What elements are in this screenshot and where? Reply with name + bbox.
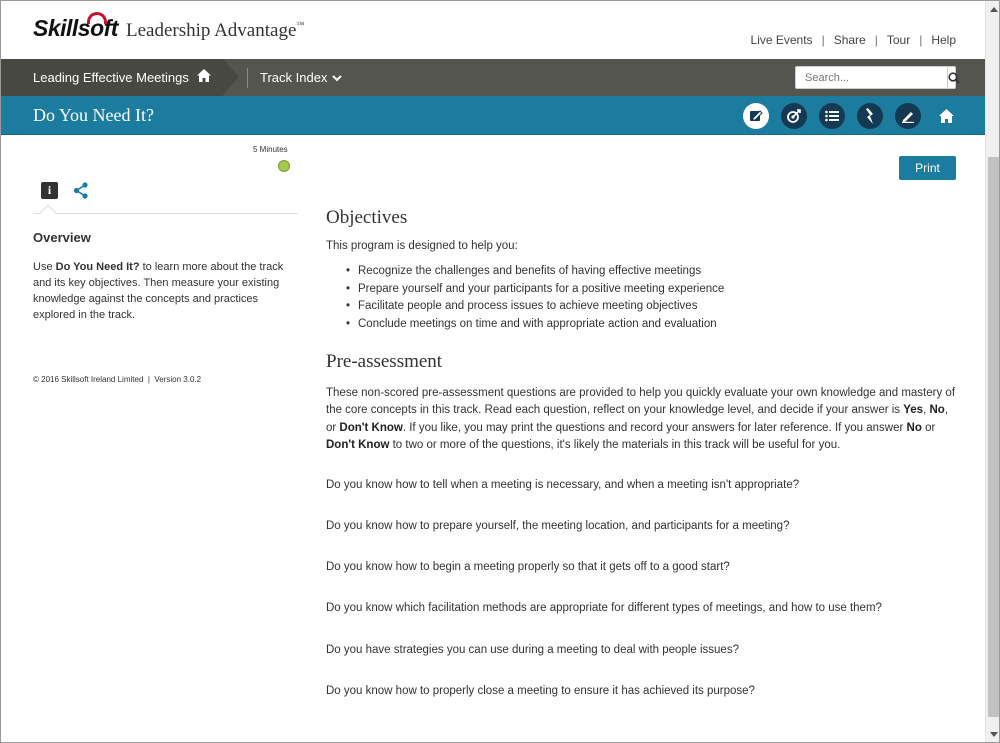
copyright-version: © 2016 Skillsoft Ireland Limited | Version 3.0.2 (33, 375, 202, 384)
track-title-arrow (223, 59, 239, 95)
objective-item: • Prepare yourself and your participants for a positive meeting experience (346, 283, 724, 301)
sidebar-tabs (33, 180, 298, 214)
home-button[interactable] (933, 103, 959, 129)
scroll-down-arrow-icon[interactable] (990, 732, 998, 737)
track-index-label: Track Index (260, 70, 328, 85)
link-separator: | (821, 33, 825, 47)
overview-text-pre: Use (33, 261, 56, 273)
question-item: Do you know how to properly close a meeting to ensure it has achieved its purpose? (326, 685, 755, 697)
product-name-text: Leadership Advantage (125, 20, 297, 41)
overview-text-post: to learn more about the track and its key objectives. Then measure your existing knowledge against the concepts and practices explored in the track. (33, 261, 284, 321)
completion-status-dot (278, 160, 290, 172)
scrollbar-thumb[interactable] (988, 157, 999, 717)
share-icon (73, 182, 89, 199)
page-title-bar (1, 96, 985, 135)
help-link[interactable]: Help (931, 33, 956, 47)
question-item: Do you know how to begin a meeting properly so that it gets off to a good start? (326, 561, 730, 573)
question-item: Do you know which facilitation methods are appropriate for different types of meetings, and how to use them? (326, 602, 882, 614)
instr-part: , (923, 404, 930, 417)
objectives-heading: Objectives (326, 207, 408, 228)
section-toolbar (743, 103, 959, 129)
apply-button[interactable] (857, 103, 883, 129)
info-tab[interactable] (41, 182, 58, 199)
preassessment-heading: Pre-assessment (326, 351, 443, 372)
list-button[interactable] (819, 103, 845, 129)
overview-heading: Overview (33, 230, 91, 245)
chevron-down-icon (332, 70, 342, 85)
tour-link[interactable]: Tour (886, 33, 911, 47)
search-box (795, 66, 956, 89)
pencil-icon (901, 109, 915, 123)
instr-part: or (921, 421, 936, 434)
preassessment-instructions (326, 385, 958, 455)
do-you-need-it-icon (748, 108, 764, 124)
live-events-link[interactable]: Live Events (750, 33, 813, 47)
duration-label: 5 Minutes (253, 145, 288, 154)
home-icon (197, 69, 211, 85)
objectives-button[interactable] (781, 103, 807, 129)
instr-bold-dont-know: Don't Know (339, 421, 403, 434)
question-item: Do you know how to tell when a meeting is necessary, and when a meeting isn't appropriate? (326, 479, 800, 491)
objective-item: • Conclude meetings on time and with appropriate action and evaluation (346, 318, 724, 336)
question-item: Do you know how to prepare yourself, the meeting location, and participants for a meeting? (326, 520, 790, 532)
home-icon (939, 109, 954, 123)
scroll-up-arrow-icon[interactable] (990, 7, 998, 12)
track-title-label: Leading Effective Meetings (33, 69, 189, 85)
track-title[interactable] (33, 69, 211, 85)
instr-part: . If you like, you may print the questions and record your answers for later reference. If you answer (402, 421, 907, 434)
overview-text (33, 259, 301, 323)
list-icon (825, 110, 839, 122)
logo-product-name (126, 20, 304, 42)
objectives-list (346, 265, 724, 335)
nav-divider (247, 68, 248, 88)
share-link[interactable]: Share (833, 33, 866, 47)
share-tab[interactable] (73, 182, 89, 204)
search-input[interactable] (796, 67, 947, 88)
objective-item: • Recognize the challenges and benefits of having effective meetings (346, 265, 724, 283)
objectives-icon (786, 108, 802, 124)
info-icon: i (47, 183, 52, 197)
overview-text-bold: Do You Need It? (55, 261, 140, 273)
track-nav-bar (1, 59, 985, 96)
instr-part: , or (326, 404, 949, 434)
logo-brand: Skillsoft (33, 15, 118, 41)
top-links (751, 33, 956, 47)
active-tab-caret (40, 205, 57, 222)
instr-bold-yes: Yes (903, 404, 924, 417)
skillsoft-logo (33, 15, 304, 42)
notes-button[interactable] (895, 103, 921, 129)
instr-part: These non-scored pre-assessment questions are provided to help you quickly evaluate your own knowledge and mastery of the core concepts in this track. Read each question, reflect on your knowledge level, and decide if your answer is (326, 387, 956, 417)
track-index-dropdown[interactable] (260, 70, 342, 85)
print-button[interactable]: Print (899, 156, 956, 180)
objective-item: • Facilitate people and process issues to achieve meeting objectives (346, 300, 724, 318)
instr-part: to two or more of the questions, it's likely the materials in this track will be useful for you. (389, 439, 841, 452)
do-you-need-it-button[interactable] (743, 103, 769, 129)
lightning-icon (865, 108, 875, 124)
link-separator: | (874, 33, 878, 47)
trademark-mark: ™ (296, 20, 305, 29)
logo-arc-icon (87, 12, 107, 24)
objectives-intro: This program is designed to help you: (326, 240, 518, 252)
top-header (1, 1, 985, 59)
question-item: Do you have strategies you can use during a meeting to deal with people issues? (326, 644, 739, 656)
instr-bold-no: No (906, 421, 922, 434)
link-separator: | (919, 33, 923, 47)
search-icon (948, 72, 960, 84)
instr-bold-no: No (929, 404, 945, 417)
page-title: Do You Need It? (33, 105, 154, 125)
vertical-scrollbar[interactable] (985, 1, 1000, 743)
instr-bold-dont-know: Don't Know (326, 439, 390, 452)
search-button[interactable] (947, 67, 960, 88)
